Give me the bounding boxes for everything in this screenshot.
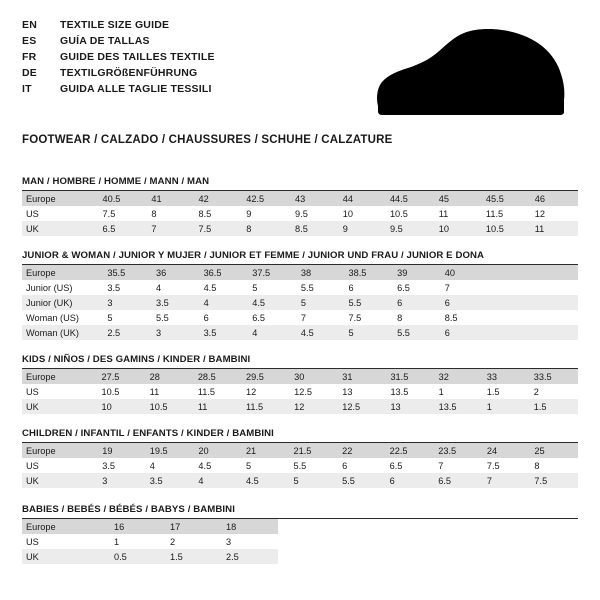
row-label: Europe [22, 265, 103, 280]
cell: 3 [98, 473, 146, 488]
cell: 44 [339, 191, 386, 206]
cell: 5.5 [300, 282, 314, 293]
cell: 38 [297, 265, 345, 280]
cell: 9 [246, 208, 252, 219]
cell: 6 [441, 325, 489, 340]
cell: 5 [252, 282, 258, 293]
cell: 5 [245, 460, 252, 471]
cell: 4 [248, 325, 297, 340]
row-label: Woman (UK) [22, 325, 103, 340]
language-row [22, 82, 215, 96]
cell: 10 [342, 208, 353, 219]
cell: 13 [342, 386, 353, 397]
cell: 39 [393, 265, 441, 280]
cell: 5.5 [293, 460, 307, 471]
row-label: Junior (UK) [22, 295, 103, 310]
cell: 12.5 [338, 399, 386, 414]
row-label: UK [22, 399, 98, 414]
category-line: FOOTWEAR / CALZADO / CHAUSSURES / SCHUHE / CALZATURE [22, 134, 393, 146]
language-code: ES [22, 35, 37, 47]
table-row [22, 443, 578, 458]
cell: 42.5 [242, 191, 291, 206]
cell: 10.5 [146, 399, 194, 414]
cell: 30 [290, 369, 338, 384]
cell: 27.5 [98, 369, 146, 384]
cell: 12 [290, 399, 338, 414]
cell: 7.5 [195, 221, 243, 236]
cell: 23.5 [434, 443, 483, 458]
cell: 24 [483, 443, 531, 458]
cell: 5.5 [338, 473, 386, 488]
language-row [22, 50, 215, 64]
cell: 20 [194, 443, 242, 458]
cell: 9.5 [295, 208, 308, 219]
cell: 33.5 [530, 369, 578, 384]
dress-shoe-icon [372, 26, 572, 118]
cell: 0.5 [110, 549, 166, 564]
cell: 4.5 [248, 295, 297, 310]
language-code: IT [22, 83, 32, 95]
cell: 5 [107, 312, 113, 323]
cell: 5.5 [393, 325, 441, 340]
language-title: TEXTILE SIZE GUIDE [60, 19, 170, 31]
cell: 25 [530, 443, 578, 458]
cell: 6 [441, 295, 489, 310]
cell: 6 [386, 473, 435, 488]
language-title: GUIDA ALLE TAGLIE TESSILI [60, 83, 212, 95]
cell: 7 [444, 282, 450, 293]
cell: 1 [438, 386, 444, 397]
table-row [22, 458, 578, 473]
cell: 4 [194, 473, 242, 488]
cell: 21 [242, 443, 290, 458]
size-table-man [22, 191, 578, 236]
language-row [22, 18, 215, 32]
cell: 45.5 [482, 191, 531, 206]
cell: 3.5 [200, 325, 249, 340]
cell: 8 [534, 460, 540, 471]
cell: 40 [441, 265, 489, 280]
cell: 6.5 [397, 282, 410, 293]
cell: 9 [339, 221, 386, 236]
section-man [22, 176, 578, 236]
cell: 3.5 [146, 473, 195, 488]
cell: 7.5 [102, 208, 116, 219]
cell: 7 [483, 473, 531, 488]
cell: 2.5 [222, 549, 278, 564]
cell: 3 [226, 536, 232, 547]
cell: 1 [114, 536, 120, 547]
cell: 28.5 [194, 369, 242, 384]
cell: 8 [242, 221, 291, 236]
cell: 5.5 [344, 295, 393, 310]
section-kids [22, 354, 578, 414]
cell: 6 [393, 295, 441, 310]
cell: 9.5 [386, 221, 435, 236]
cell: 10 [98, 399, 146, 414]
cell: 5.5 [156, 312, 169, 323]
cell: 35.5 [103, 265, 152, 280]
cell: 4 [156, 282, 162, 293]
cell: 6 [342, 460, 348, 471]
cell: 6.5 [434, 473, 483, 488]
size-table-babies [22, 519, 278, 564]
cell: 10.5 [101, 386, 120, 397]
cell: 11 [194, 399, 242, 414]
table-row [22, 549, 278, 564]
cell: 22.5 [386, 443, 435, 458]
row-label: Europe [22, 519, 110, 534]
cell: 36.5 [200, 265, 249, 280]
cell: 4 [149, 460, 155, 471]
cell: 1.5 [166, 549, 222, 564]
size-table-kids [22, 369, 578, 414]
cell: 41 [147, 191, 194, 206]
section-junior-woman [22, 250, 578, 340]
cell: 40.5 [99, 191, 148, 206]
cell: 3.5 [102, 460, 116, 471]
table-row [22, 384, 578, 399]
cell: 4.5 [242, 473, 290, 488]
table-row [22, 206, 578, 221]
language-title: GUIDE DES TAILLES TEXTILE [60, 51, 215, 63]
table-row [22, 369, 578, 384]
cell: 3 [103, 295, 152, 310]
cell: 7 [438, 460, 444, 471]
cell: 10.5 [389, 208, 408, 219]
cell: 31.5 [386, 369, 434, 384]
cell: 6.5 [252, 312, 266, 323]
table-row [22, 519, 278, 534]
cell: 32 [435, 369, 483, 384]
row-label: US [26, 386, 39, 397]
cell: 8 [151, 208, 157, 219]
language-row [22, 66, 215, 80]
cell: 31 [338, 369, 386, 384]
cell: 1.5 [530, 399, 578, 414]
cell: 19 [98, 443, 146, 458]
table-row [22, 310, 578, 325]
section-title: BABIES / BEBÉS / BÉBÉS / BABYS / BAMBINI [22, 504, 578, 519]
table-row [22, 265, 578, 280]
row-label: UK [22, 221, 99, 236]
cell: 37.5 [248, 265, 297, 280]
row-label: US [26, 460, 39, 471]
cell: 13.5 [390, 386, 409, 397]
cell: 11 [149, 386, 160, 397]
cell: 1 [483, 399, 530, 414]
table-row [22, 280, 578, 295]
cell: 7.5 [486, 460, 500, 471]
cell: 17 [166, 519, 222, 534]
cell: 44.5 [386, 191, 435, 206]
cell: 2 [170, 536, 176, 547]
cell: 5 [344, 325, 393, 340]
table-row [22, 473, 578, 488]
section-title: MAN / HOMBRE / HOMME / MANN / MAN [22, 176, 578, 191]
cell: 16 [110, 519, 166, 534]
cell: 7.5 [530, 473, 578, 488]
cell: 8.5 [198, 208, 212, 219]
cell: 3.5 [152, 295, 200, 310]
cell: 6.5 [389, 460, 403, 471]
cell: 11.5 [485, 208, 504, 219]
cell: 12 [245, 386, 257, 397]
cell: 21.5 [289, 443, 338, 458]
table-row [22, 295, 578, 310]
cell: 8.5 [291, 221, 339, 236]
cell: 6 [203, 312, 209, 323]
cell: 22 [338, 443, 386, 458]
cell: 4 [200, 295, 249, 310]
cell: 45 [435, 191, 482, 206]
cell: 43 [291, 191, 339, 206]
cell: 2 [533, 386, 539, 397]
section-title: CHILDREN / INFANTIL / ENFANTS / KINDER / BAMBINI [22, 428, 578, 443]
cell: 38.5 [344, 265, 393, 280]
table-row [22, 221, 578, 236]
table-row [22, 534, 278, 549]
cell: 33 [483, 369, 530, 384]
cell: 6.5 [99, 221, 148, 236]
cell: 8.5 [444, 312, 458, 323]
row-label: Europe [22, 443, 98, 458]
cell: 18 [222, 519, 278, 534]
cell: 12 [534, 208, 545, 219]
cell: 42 [195, 191, 243, 206]
size-table-children [22, 443, 578, 488]
cell: 3.5 [107, 282, 121, 293]
cell: 6 [348, 282, 354, 293]
cell: 7.5 [348, 312, 362, 323]
cell: 36 [152, 265, 200, 280]
cell: 11 [531, 221, 578, 236]
cell: 46 [531, 191, 578, 206]
row-label: US [26, 536, 39, 547]
cell: 12.5 [294, 386, 313, 397]
row-label: UK [22, 473, 98, 488]
cell: 7 [300, 312, 307, 323]
row-label: Woman (US) [26, 312, 79, 323]
cell: 10 [435, 221, 482, 236]
table-row [22, 191, 578, 206]
cell: 19.5 [146, 443, 195, 458]
row-label: Junior (US) [26, 282, 73, 293]
cell: 3 [152, 325, 200, 340]
cell: 28 [146, 369, 194, 384]
cell: 4.5 [198, 460, 212, 471]
cell: 2.5 [103, 325, 152, 340]
section-title: JUNIOR & WOMAN / JUNIOR Y MUJER / JUNIOR ET FEMME / JUNIOR UND FRAU / JUNIOR E DONA [22, 250, 578, 265]
language-title: TEXTILGRÖßENFÜHRUNG [60, 67, 198, 79]
language-code: DE [22, 67, 37, 79]
size-table-junior-woman [22, 265, 578, 340]
language-code: EN [22, 19, 37, 31]
cell: 8 [397, 312, 403, 323]
cell: 10.5 [482, 221, 531, 236]
cell: 1.5 [486, 386, 500, 397]
table-row [22, 325, 578, 340]
cell: 4.5 [297, 325, 345, 340]
language-code: FR [22, 51, 37, 63]
cell: 13 [386, 399, 434, 414]
row-label: UK [22, 549, 110, 564]
table-row [22, 399, 578, 414]
language-row [22, 34, 215, 48]
row-label: Europe [22, 369, 98, 384]
page-header [22, 16, 578, 118]
cell: 11.5 [197, 386, 216, 397]
cell: 13.5 [435, 399, 483, 414]
section-title: KIDS / NIÑOS / DES GAMINS / KINDER / BAMBINI [22, 354, 578, 369]
cell: 4.5 [203, 282, 217, 293]
cell: 11 [438, 208, 449, 219]
cell: 11.5 [242, 399, 290, 414]
cell: 5 [289, 473, 338, 488]
cell: 7 [147, 221, 194, 236]
language-title-list [22, 16, 215, 96]
row-label: US [26, 208, 39, 219]
section-children [22, 428, 578, 488]
row-label: Europe [22, 191, 99, 206]
cell: 29.5 [242, 369, 290, 384]
section-babies [22, 504, 578, 564]
cell: 5 [297, 295, 345, 310]
language-title: GUÍA DE TALLAS [60, 35, 150, 47]
